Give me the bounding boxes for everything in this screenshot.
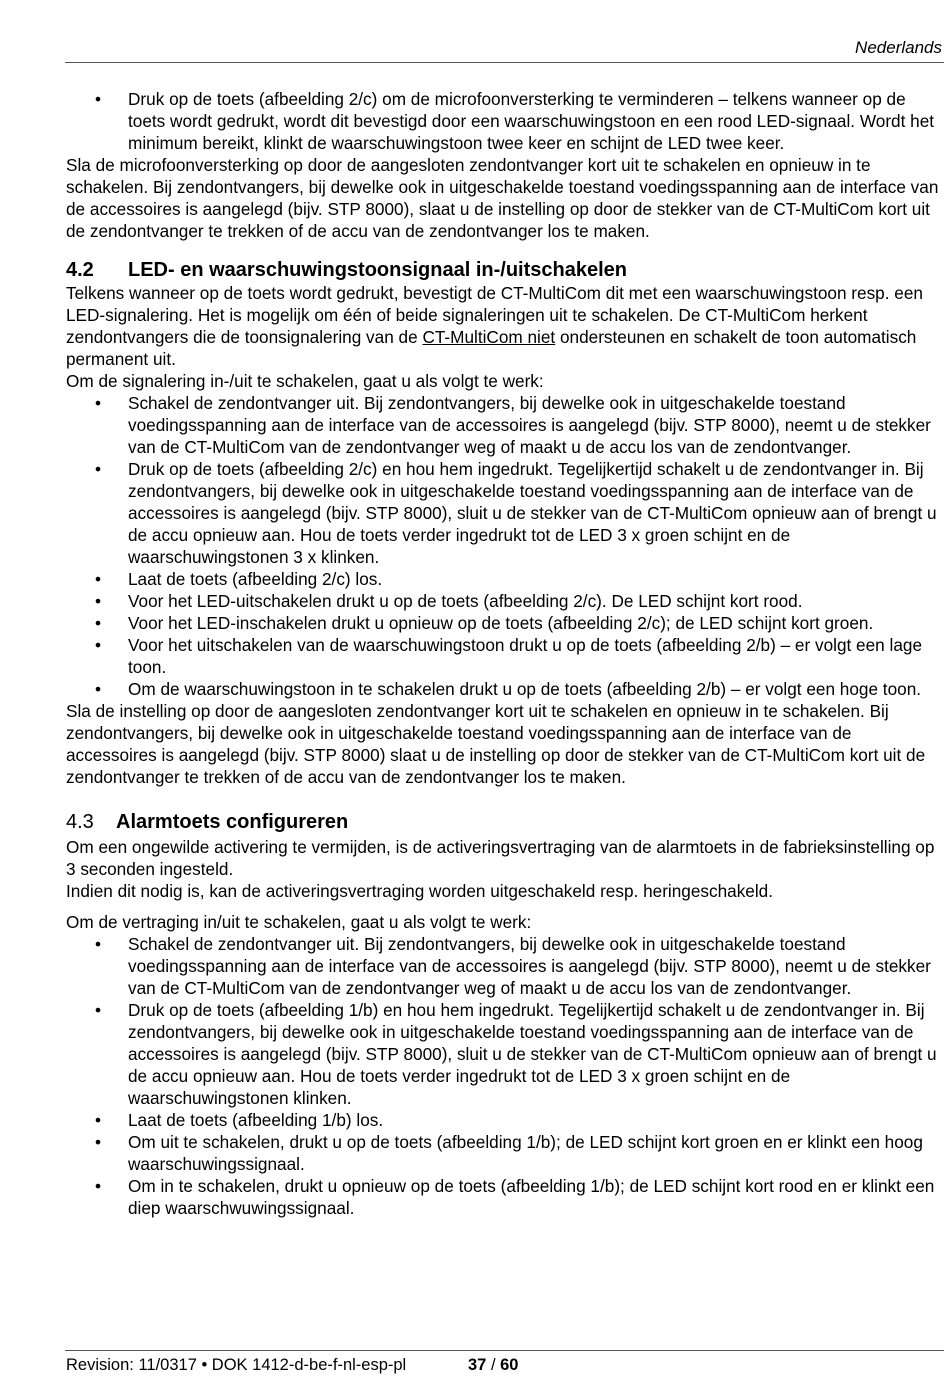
bullet-icon: • bbox=[95, 393, 102, 413]
list-item bbox=[66, 458, 944, 568]
list-item bbox=[66, 1109, 944, 1131]
section-heading-4-2 bbox=[66, 258, 944, 282]
list-item-text: Voor het LED-uitschakelen drukt u op de toets (afbeelding 2/c). De LED schijnt kort rood. bbox=[128, 591, 803, 611]
list-item-text: Om de waarschuwingstoon in te schakelen drukt u op de toets (afbeelding 2/b) – er volgt een hoge toon. bbox=[128, 679, 922, 699]
list-item bbox=[66, 590, 944, 612]
list-item-text: Om in te schakelen, drukt u opnieuw op de toets (afbeelding 1/b); de LED schijnt kort rood en er klinkt een diep waarschwuwingssignaal. bbox=[128, 1176, 935, 1218]
list-item bbox=[66, 568, 944, 590]
list-item bbox=[66, 678, 944, 700]
document-body bbox=[66, 88, 944, 1219]
list-item bbox=[66, 999, 944, 1109]
section-4-3-paragraph-2: Indien dit nodig is, kan de activeringsvertraging worden uitgeschakeld resp. heringeschakeld. bbox=[66, 881, 774, 901]
bullet-icon: • bbox=[95, 635, 102, 655]
list-item-text: Druk op de toets (afbeelding 2/c) en hou hem ingedrukt. Tegelijkertijd schakelt u de zendontvanger in. Bij zendontvangers, bij dewelke ook in uitgeschakelde toestand voedingsspanning aan de interface van de accessoires is aangelegd (bijv. STP 8000), sluit u de stekker van de CT-MultiCom opnieuw aan of brengt u de accu opnieuw aan. Hou de toets verder ingedrukt tot de LED 3 x groen schijnt en de waarschuwingstonen 3 x klinken. bbox=[128, 459, 937, 567]
section-title: LED- en waarschuwingstoonsignaal in-/uitschakelen bbox=[128, 259, 627, 281]
bullet-icon: • bbox=[95, 1176, 102, 1196]
list-item-text: Laat de toets (afbeelding 1/b) los. bbox=[128, 1110, 384, 1130]
bullet-icon: • bbox=[95, 1132, 102, 1152]
list-item bbox=[66, 634, 944, 678]
list-item-text: Schakel de zendontvanger uit. Bij zendontvangers, bij dewelke ook in uitgeschakelde toestand voedingsspanning aan de interface van de accessoires is aangelegd (bijv. STP 8000), neemt u de stekker van de CT-MultiCom van de zendontvanger weg of maakt u de accu los van de zendontvanger. bbox=[128, 934, 931, 998]
section-4-3-paragraph-1: Om een ongewilde activering te vermijden, is de activeringsvertraging van de alarmtoets in de fabrieksinstelling op 3 seconden ingesteld. bbox=[66, 837, 935, 879]
list-item bbox=[66, 933, 944, 999]
header-divider bbox=[65, 62, 944, 63]
list-item-text: Schakel de zendontvanger uit. Bij zendontvangers, bij dewelke ook in uitgeschakelde toestand voedingsspanning aan de interface van de accessoires is aangelegd (bijv. STP 8000), neemt u de stekker van de CT-MultiCom van de zendontvanger weg of maakt u de accu los van de zendontvanger. bbox=[128, 393, 931, 457]
section-number: 4.2 bbox=[66, 259, 94, 281]
section-4-2-paragraph-3: Sla de instelling op door de aangesloten zendontvanger kort uit te schakelen en opnieuw in te schakelen. Bij zendontvangers, bij dewelke ook in uitgeschakelde toestand voedingsspanning aan de interface van de accessoires is aangelegd (bijv. STP 8000) slaat u de instelling op door de stekker van de CT-MultiCom kort uit de zendontvanger te trekken of de accu van de zendontvanger los te maken. bbox=[66, 701, 926, 787]
bullet-icon: • bbox=[95, 89, 102, 109]
bullet-icon: • bbox=[95, 1000, 102, 1020]
header-language: Nederlands bbox=[855, 38, 942, 57]
total-pages: 60 bbox=[500, 1356, 519, 1374]
footer-divider bbox=[65, 1350, 944, 1351]
bullet-icon: • bbox=[95, 459, 102, 479]
list-item bbox=[66, 392, 944, 458]
current-page: 37 bbox=[468, 1356, 487, 1374]
page-separator: / bbox=[486, 1356, 501, 1374]
bullet-icon: • bbox=[95, 934, 102, 954]
section-4-3-paragraph-3: Om de vertraging in/uit te schakelen, gaat u als volgt te werk: bbox=[66, 912, 532, 932]
list-item bbox=[66, 612, 944, 634]
revision-info: Revision: 11/0317 • DOK 1412-d-be-f-nl-esp-pl bbox=[66, 1356, 407, 1374]
list-item-text: Voor het uitschakelen van de waarschuwingstoon drukt u op de toets (afbeelding 2/b) – er volgt een lage toon. bbox=[128, 635, 923, 677]
intro-bullet-list bbox=[66, 88, 944, 154]
section-4-2-paragraph-1 bbox=[66, 282, 944, 370]
page-footer bbox=[66, 1354, 519, 1376]
list-item-text: Voor het LED-inschakelen drukt u opnieuw op de toets (afbeelding 2/c); de LED schijnt kort groen. bbox=[128, 613, 874, 633]
section-4-2-paragraph-2: Om de signalering in-/uit te schakelen, gaat u als volgt te werk: bbox=[66, 371, 544, 391]
bullet-icon: • bbox=[95, 569, 102, 589]
list-item bbox=[66, 88, 944, 154]
intro-paragraph: Sla de microfoonversterking op door de aangesloten zendontvanger kort uit te schakelen en opnieuw in te schakelen. Bij zendontvangers, bij dewelke ook in uitgeschakelde toestand voedingsspanning aan de interface van de accessoires is aangelegd (bijv. STP 8000), slaat u de instelling op door de stekker van de CT-MultiCom kort uit de zendontvanger te trekken of de accu van de zendontvanger los te maken. bbox=[66, 155, 939, 241]
section-title: Alarmtoets configureren bbox=[116, 811, 349, 833]
list-item-text: Druk op de toets (afbeelding 1/b) en hou hem ingedrukt. Tegelijkertijd schakelt u de zendontvanger in. Bij zendontvangers, bij dewelke ook in uitgeschakelde toestand voedingsspanning aan de interface van de accessoires is aangelegd (bijv. STP 8000), sluit u de stekker van de CT-MultiCom opnieuw aan of brengt u de accu opnieuw aan. Hou de toets verder ingedrukt tot de LED 3 x groen schijnt en de waarschuwingstonen klinken. bbox=[128, 1000, 937, 1108]
list-item-text: Om uit te schakelen, drukt u op de toets (afbeelding 1/b); de LED schijnt kort groen en er klinkt een hoog waarschuwingssignaal. bbox=[128, 1132, 923, 1174]
section-4-2-bullet-list bbox=[66, 392, 944, 700]
list-item-text: Laat de toets (afbeelding 2/c) los. bbox=[128, 569, 383, 589]
section-4-3-bullet-list bbox=[66, 933, 944, 1219]
paragraph-text: Telkens wanneer op de toets wordt gedrukt, bevestigt de CT-MultiCom dit met een waarschuwingstoon resp. een LED-signalering. Het is mogelijk om één of beide signaleringen uit te schakelen. De CT-MultiCom herkent zendontvangers die de toonsignalering van de bbox=[66, 283, 923, 347]
paragraph-text: ondersteunen en schakelt de toon automatisch permanent uit. bbox=[66, 327, 917, 369]
list-item bbox=[66, 1131, 944, 1175]
bullet-icon: • bbox=[95, 1110, 102, 1130]
page-number bbox=[468, 1354, 518, 1376]
bullet-icon: • bbox=[95, 679, 102, 699]
section-heading-4-3 bbox=[66, 810, 944, 834]
bullet-icon: • bbox=[95, 591, 102, 611]
section-number: 4.3 bbox=[66, 811, 94, 833]
list-item-text: Druk op de toets (afbeelding 2/c) om de microfoonversterking te verminderen – telkens wanneer op de toets wordt gedrukt, wordt dit bevestigd door een waarschuwingstoon en een rood LED-signaal. Wordt het minimum bereikt, klinkt de waarschuwingstoon twee keer en schijnt de LED twee keer. bbox=[128, 89, 935, 153]
bullet-icon: • bbox=[95, 613, 102, 633]
list-item bbox=[66, 1175, 944, 1219]
underlined-text: CT-MultiCom niet bbox=[422, 327, 556, 347]
